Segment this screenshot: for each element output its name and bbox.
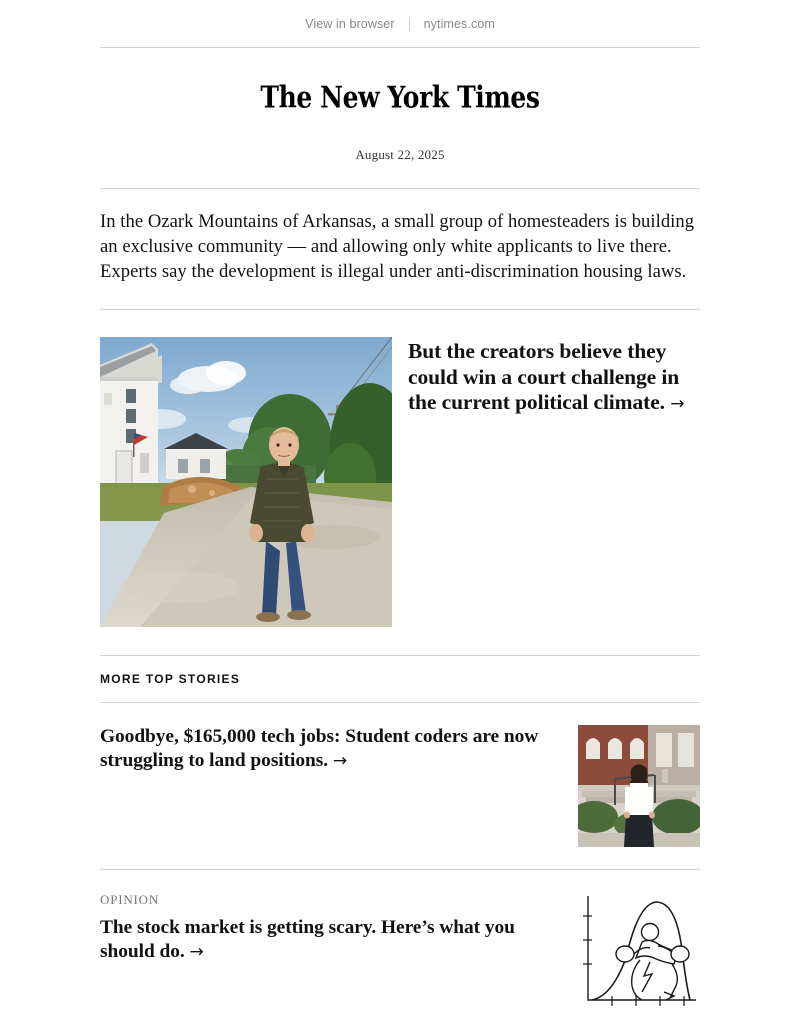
story-text-2 — [100, 892, 558, 964]
masthead — [100, 48, 700, 188]
story-headline-2[interactable] — [100, 916, 558, 964]
story-thumbnail-2[interactable] — [578, 892, 700, 1014]
section-label-more-top-stories: MORE TOP STORIES — [100, 672, 241, 686]
intro-paragraph: In the Ozark Mountains of Arkansas, a small group of homesteaders is building an exclusive community — and allowing only white applicants to live there. Experts say the development is illegal under anti-discrimination housing laws. — [100, 211, 695, 282]
kicker-opinion: OPINION — [100, 892, 160, 907]
nytimes-site-link[interactable]: nytimes.com — [423, 16, 495, 31]
preheader-divider — [409, 18, 410, 31]
arrow-right-icon: → — [670, 394, 685, 415]
issue-date: August 22, 2025 — [355, 147, 445, 162]
arrow-right-icon: → — [189, 941, 204, 962]
story-container-2 — [100, 870, 700, 1036]
list-item[interactable] — [100, 703, 700, 869]
story-headline-1-text: Goodbye, $165,000 tech jobs: Student coders are now struggling to land positions. — [100, 726, 539, 771]
lead-story-photo[interactable] — [100, 337, 392, 627]
nyt-logo[interactable]: The New York Times — [260, 80, 540, 115]
more-top-stories-header — [100, 656, 700, 702]
lead-story-headline-text: But the creators believe they could win a court challenge in the current political climate. — [408, 339, 680, 415]
story-headline-1[interactable] — [100, 725, 558, 773]
list-item[interactable] — [100, 870, 700, 1036]
view-in-browser-link[interactable]: View in browser — [305, 16, 395, 31]
arrow-right-icon: → — [332, 750, 348, 771]
story-container-1 — [100, 703, 700, 869]
lead-story-container — [100, 310, 700, 655]
lead-story[interactable] — [100, 310, 700, 655]
story-headline-2-text: The stock market is getting scary. Here’s what you should do. — [100, 917, 515, 962]
content-container — [100, 48, 700, 188]
preheader — [0, 0, 800, 47]
story-thumbnail-1[interactable] — [578, 725, 700, 847]
story-text-1 — [100, 725, 558, 773]
lead-story-headline[interactable] — [408, 337, 700, 418]
intro-container — [100, 189, 700, 309]
